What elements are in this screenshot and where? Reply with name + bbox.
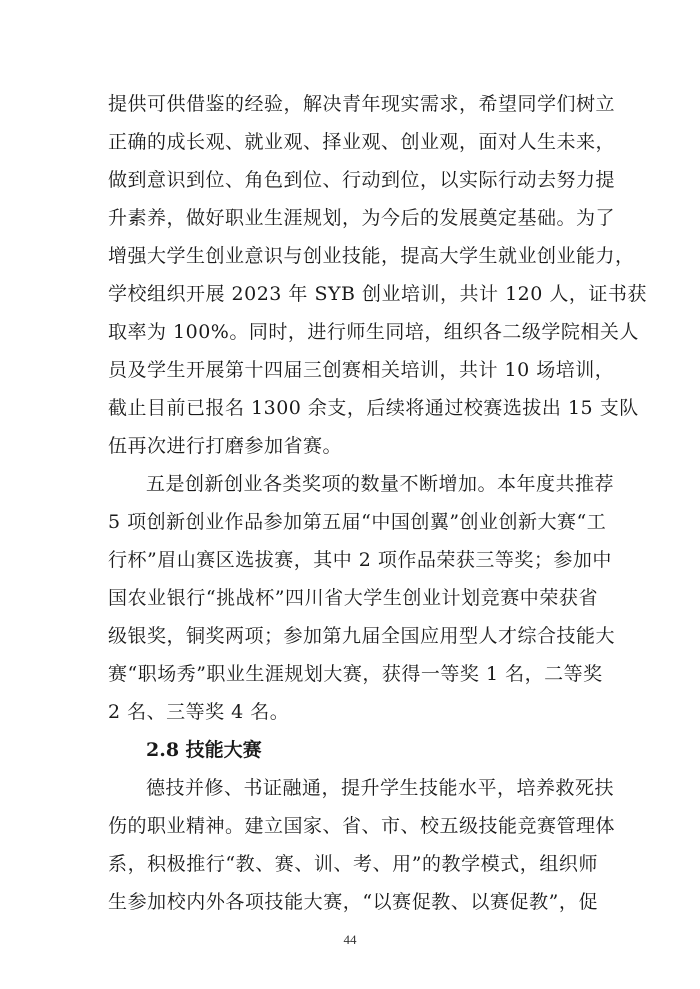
- text-line: 伤的职业精神。建立国家、省、市、校五级技能竞赛管理体: [108, 815, 616, 837]
- text-line: 五是创新创业各类奖项的数量不断增加。本年度共推荐: [146, 473, 615, 495]
- page-number: 44: [343, 932, 357, 947]
- text-line: 伍再次进行打磨参加省赛。: [108, 435, 343, 457]
- text-line: 行杯”眉山赛区选拔赛，其中 2 项作品荣获三等奖；参加中: [108, 549, 612, 571]
- text-line: 员及学生开展第十四届三创赛相关培训，共计 10 场培训，: [108, 359, 615, 381]
- text-line: 取率为 100%。同时，进行师生同培，组织各二级学院相关人: [108, 321, 639, 343]
- text-line: 生参加校内外各项技能大赛，“以赛促教、以赛促教”，促: [108, 891, 598, 913]
- text-line: 系，积极推行“教、赛、训、考、用”的教学模式，组织师: [108, 853, 598, 875]
- text-line: 学校组织开展 2023 年 SYB 创业培训，共计 120 人，证书获: [108, 283, 647, 305]
- text-line: 截止目前已报名 1300 余支，后续将通过校赛选拔出 15 支队: [108, 397, 639, 419]
- text-line: 赛“职场秀”职业生涯规划大赛，获得一等奖 1 名，二等奖: [108, 663, 603, 685]
- text-line: 德技并修、书证融通，提升学生技能水平，培养救死扶: [146, 777, 615, 799]
- text-line: 正确的成长观、就业观、择业观、创业观，面对人生未来，: [108, 131, 616, 153]
- section-heading: 2.8 技能大赛: [146, 739, 262, 761]
- text-line: 级银奖，铜奖两项；参加第九届全国应用型人才综合技能大: [108, 625, 616, 647]
- text-line: 增强大学生创业意识与创业技能，提高大学生就业创业能力，: [108, 245, 635, 267]
- text-line: 提供可供借鉴的经验，解决青年现实需求，希望同学们树立: [108, 93, 616, 115]
- text-line: 升素养，做好职业生涯规划，为今后的发展奠定基础。为了: [108, 207, 616, 229]
- text-line: 2 名、三等奖 4 名。: [108, 701, 290, 723]
- text-line: 5 项创新创业作品参加第五届“中国创翼”创业创新大赛“工: [108, 511, 607, 533]
- text-line: 国农业银行“挑战杯”四川省大学生创业计划竞赛中荣获省: [108, 587, 598, 609]
- text-line: 做到意识到位、角色到位、行动到位，以实际行动去努力提: [108, 169, 616, 191]
